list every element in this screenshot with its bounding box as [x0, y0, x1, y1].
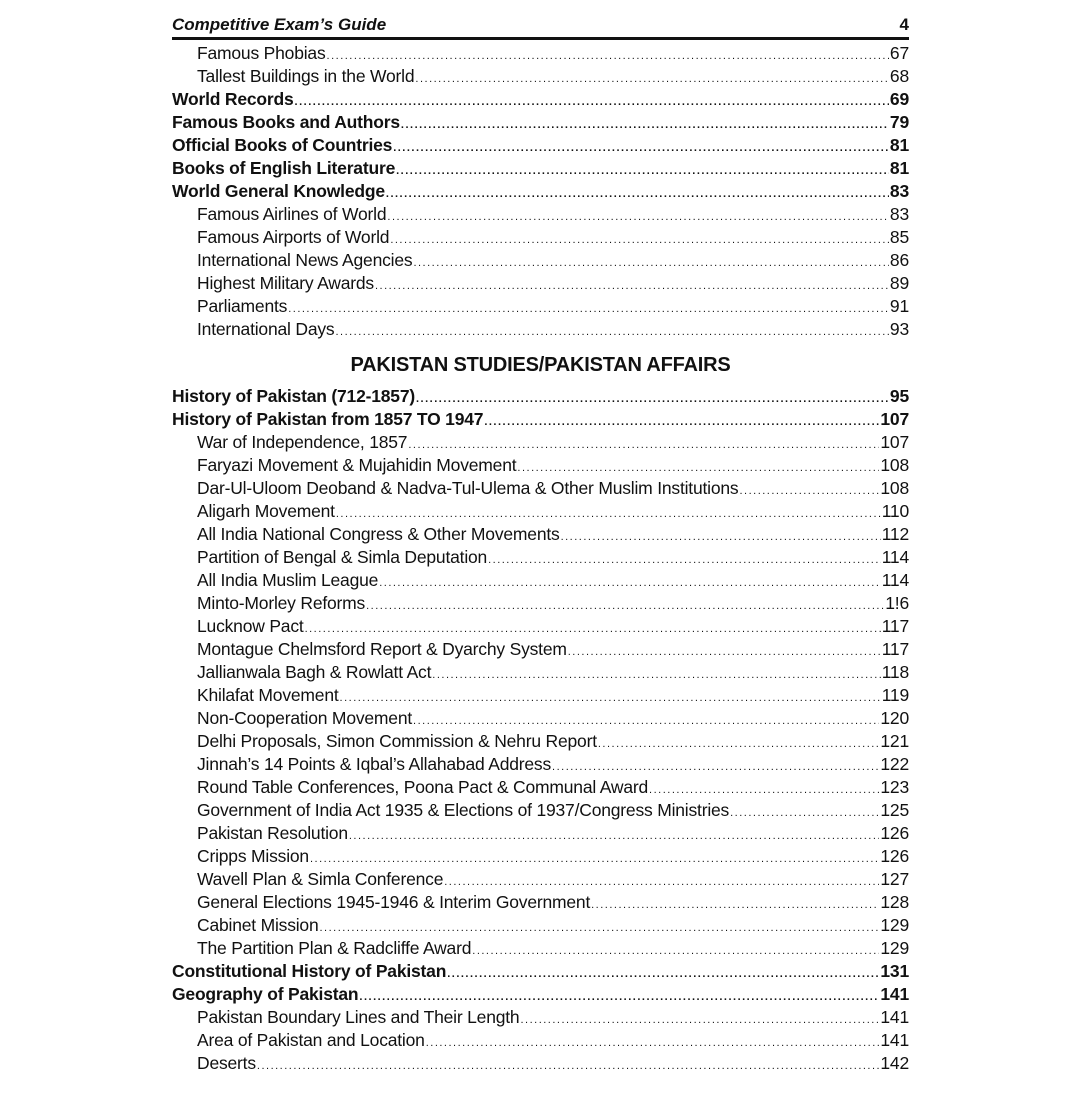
page-number: 4	[899, 15, 909, 34]
toc-subentry	[172, 1052, 909, 1075]
toc-entry-page: 128	[880, 892, 909, 912]
toc-entry-label: Non-Cooperation Movement	[197, 708, 413, 728]
toc-entry-page: 122	[880, 754, 909, 774]
dot-leader	[393, 137, 889, 160]
toc-chapter-entry	[172, 408, 909, 431]
toc-subentry	[172, 868, 909, 891]
dot-leader	[484, 411, 879, 434]
dot-leader	[288, 298, 889, 321]
toc-entry-label: Pakistan Resolution	[197, 823, 348, 843]
toc-entry-label: Jinnah’s 14 Points & Iqbal’s Allahabad Address	[197, 754, 552, 774]
toc-entry-label: History of Pakistan (712-1857)	[172, 386, 415, 406]
toc-entry-page: 107	[880, 409, 909, 429]
toc-entry-page: 129	[880, 915, 909, 935]
toc-subentry	[172, 569, 909, 592]
toc-entry-page: 81	[889, 158, 909, 178]
toc-entry-label: Round Table Conferences, Poona Pact & Communal Award	[197, 777, 649, 797]
toc-entry-page: 129	[880, 938, 909, 958]
dot-leader	[390, 229, 889, 252]
toc-entry-page: 127	[880, 869, 909, 889]
dot-leader	[257, 1055, 879, 1078]
toc-entry-label: Minto-Morley Reforms	[197, 593, 366, 613]
toc-entry-label: Famous Airlines of World	[197, 204, 387, 224]
dot-leader	[488, 549, 881, 572]
toc-entry-page: 142	[880, 1053, 909, 1073]
toc-entry-page: 120	[880, 708, 909, 728]
toc-entry-label: All India Muslim League	[197, 570, 379, 590]
toc-entry-page: 126	[880, 846, 909, 866]
toc-entry-page: 79	[889, 112, 909, 132]
running-header	[172, 12, 909, 36]
toc-entry-label: Tallest Buildings in the World	[197, 66, 415, 86]
toc-entry-page: 108	[880, 478, 909, 498]
toc-entry-page: 91	[889, 296, 909, 316]
toc-entry-label: The Partition Plan & Radcliffe Award	[197, 938, 472, 958]
toc-subentry	[172, 318, 909, 341]
toc-entry-label: Geography of Pakistan	[172, 984, 359, 1004]
toc-subentry	[172, 295, 909, 318]
toc-entry-page: 125	[880, 800, 909, 820]
dot-leader	[568, 641, 881, 664]
toc-entry-page: 114	[881, 570, 909, 590]
toc-entry-page: 118	[881, 662, 909, 682]
toc-entry-page: 83	[889, 204, 909, 224]
toc-chapter-entry	[172, 385, 909, 408]
toc-entry-page: 112	[881, 524, 909, 544]
dot-leader	[413, 252, 888, 275]
toc-entry-page: 141	[880, 1007, 909, 1027]
toc-entry-page: 119	[881, 685, 909, 705]
toc-subentry	[172, 226, 909, 249]
toc-subentry	[172, 1006, 909, 1029]
toc-entry-label: International Days	[197, 319, 335, 339]
toc-entry-page: 95	[889, 386, 909, 406]
dot-leader	[387, 206, 889, 229]
dot-leader	[416, 388, 889, 411]
dot-leader	[472, 940, 879, 963]
toc-list-general	[172, 42, 909, 341]
toc-entry-label: War of Independence, 1857	[197, 432, 408, 452]
toc-entry-page: 114	[881, 547, 909, 567]
toc-entry-label: Cabinet Mission	[197, 915, 319, 935]
toc-entry-label: History of Pakistan from 1857 TO 1947	[172, 409, 484, 429]
toc-subentry	[172, 65, 909, 88]
toc-entry-label: Official Books of Countries	[172, 135, 393, 155]
toc-entry-page: 67	[889, 43, 909, 63]
dot-leader	[739, 480, 879, 503]
toc-subentry	[172, 822, 909, 845]
toc-subentry	[172, 454, 909, 477]
toc-entry-page: 1!6	[885, 593, 909, 613]
toc-entry-label: Deserts	[197, 1053, 256, 1073]
toc-entry-page: 69	[889, 89, 909, 109]
toc-entry-page: 81	[889, 135, 909, 155]
toc-subentry	[172, 431, 909, 454]
toc-chapter-entry	[172, 960, 909, 983]
toc-entry-label: Dar-Ul-Uloom Deoband & Nadva-Tul-Ulema & Other Muslim Institutions	[197, 478, 739, 498]
toc-entry-page: 68	[889, 66, 909, 86]
toc-chapter-entry	[172, 157, 909, 180]
toc-subentry	[172, 546, 909, 569]
toc-subentry	[172, 937, 909, 960]
dot-leader	[379, 572, 880, 595]
toc-subentry	[172, 615, 909, 638]
toc-entry-page: 117	[881, 616, 909, 636]
dot-leader	[447, 963, 879, 986]
toc-subentry	[172, 776, 909, 799]
toc-entry-page: 86	[889, 250, 909, 270]
dot-leader	[598, 733, 880, 756]
dot-leader	[415, 68, 889, 91]
toc-entry-page: 141	[880, 1030, 909, 1050]
dot-leader	[340, 687, 881, 710]
toc-entry-label: Famous Books and Authors	[172, 112, 400, 132]
toc-entry-page: 123	[880, 777, 909, 797]
toc-list-pakistan-studies	[172, 385, 909, 1075]
toc-chapter-entry	[172, 134, 909, 157]
toc-entry-page: 108	[880, 455, 909, 475]
toc-entry-label: Khilafat Movement	[197, 685, 339, 705]
toc-entry-label: Famous Phobias	[197, 43, 326, 63]
toc-entry-label: World General Knowledge	[172, 181, 385, 201]
toc-entry-label: Books of English Literature	[172, 158, 396, 178]
toc-entry-page: 85	[889, 227, 909, 247]
toc-entry-label: Parliaments	[197, 296, 288, 316]
toc-entry-page: 89	[889, 273, 909, 293]
toc-entry-page: 121	[880, 731, 909, 751]
toc-subentry	[172, 891, 909, 914]
toc-subentry	[172, 477, 909, 500]
toc-entry-label: Famous Airports of World	[197, 227, 390, 247]
toc-subentry	[172, 845, 909, 868]
dot-leader	[520, 1009, 879, 1032]
dot-leader	[426, 1032, 880, 1055]
toc-entry-page: 110	[881, 501, 909, 521]
document-page	[172, 12, 909, 1075]
toc-subentry	[172, 661, 909, 684]
book-title: Competitive Exam’s Guide	[172, 15, 387, 34]
toc-chapter-entry	[172, 111, 909, 134]
toc-entry-label: World Records	[172, 89, 294, 109]
dot-leader	[591, 894, 879, 917]
toc-subentry	[172, 42, 909, 65]
dot-leader	[335, 321, 888, 344]
toc-entry-label: Wavell Plan & Simla Conference	[197, 869, 444, 889]
header-rule	[172, 37, 909, 40]
section-heading: PAKISTAN STUDIES/PAKISTAN AFFAIRS	[350, 354, 731, 376]
toc-entry-page: 131	[880, 961, 909, 981]
toc-entry-label: Government of India Act 1935 & Elections of 1937/Congress Ministries	[197, 800, 730, 820]
toc-entry-label: International News Agencies	[197, 250, 413, 270]
dot-leader	[396, 160, 889, 183]
toc-entry-label: Aligarh Movement	[197, 501, 335, 521]
toc-entry-page: 141	[880, 984, 909, 1004]
toc-entry-page: 107	[880, 432, 909, 452]
toc-entry-label: Highest Military Awards	[197, 273, 374, 293]
toc-entry-page: 126	[880, 823, 909, 843]
toc-chapter-entry	[172, 983, 909, 1006]
toc-subentry	[172, 638, 909, 661]
toc-entry-label: Partition of Bengal & Simla Deputation	[197, 547, 488, 567]
dot-leader	[375, 275, 889, 298]
toc-entry-label: Constitutional History of Pakistan	[172, 961, 447, 981]
dot-leader	[349, 825, 880, 848]
toc-entry-label: All India National Congress & Other Movements	[197, 524, 560, 544]
toc-subentry	[172, 249, 909, 272]
toc-entry-label: Pakistan Boundary Lines and Their Length	[197, 1007, 520, 1027]
toc-entry-label: Delhi Proposals, Simon Commission & Nehru Report	[197, 731, 597, 751]
toc-subentry	[172, 592, 909, 615]
toc-entry-label: General Elections 1945-1946 & Interim Government	[197, 892, 591, 912]
dot-leader	[401, 114, 889, 137]
toc-subentry	[172, 730, 909, 753]
toc-subentry	[172, 753, 909, 776]
toc-subentry	[172, 203, 909, 226]
toc-subentry	[172, 1029, 909, 1052]
toc-subentry	[172, 684, 909, 707]
toc-subentry	[172, 799, 909, 822]
dot-leader	[730, 802, 879, 825]
toc-subentry	[172, 523, 909, 546]
toc-subentry	[172, 914, 909, 937]
toc-subentry	[172, 272, 909, 295]
dot-leader	[366, 595, 884, 618]
toc-entry-page: 83	[889, 181, 909, 201]
toc-chapter-entry	[172, 180, 909, 203]
toc-entry-label: Montague Chelmsford Report & Dyarchy System	[197, 639, 567, 659]
dot-leader	[432, 664, 880, 687]
toc-chapter-entry	[172, 88, 909, 111]
toc-entry-label: Faryazi Movement & Mujahidin Movement	[197, 455, 517, 475]
toc-entry-label: Area of Pakistan and Location	[197, 1030, 425, 1050]
toc-entry-label: Lucknow Pact	[197, 616, 304, 636]
toc-subentry	[172, 500, 909, 523]
dot-leader	[561, 526, 881, 549]
toc-subentry	[172, 707, 909, 730]
toc-entry-label: Jallianwala Bagh & Rowlatt Act	[197, 662, 432, 682]
toc-entry-page: 117	[881, 639, 909, 659]
dot-leader	[386, 183, 889, 206]
toc-entry-page: 93	[889, 319, 909, 339]
toc-entry-label: Cripps Mission	[197, 846, 309, 866]
